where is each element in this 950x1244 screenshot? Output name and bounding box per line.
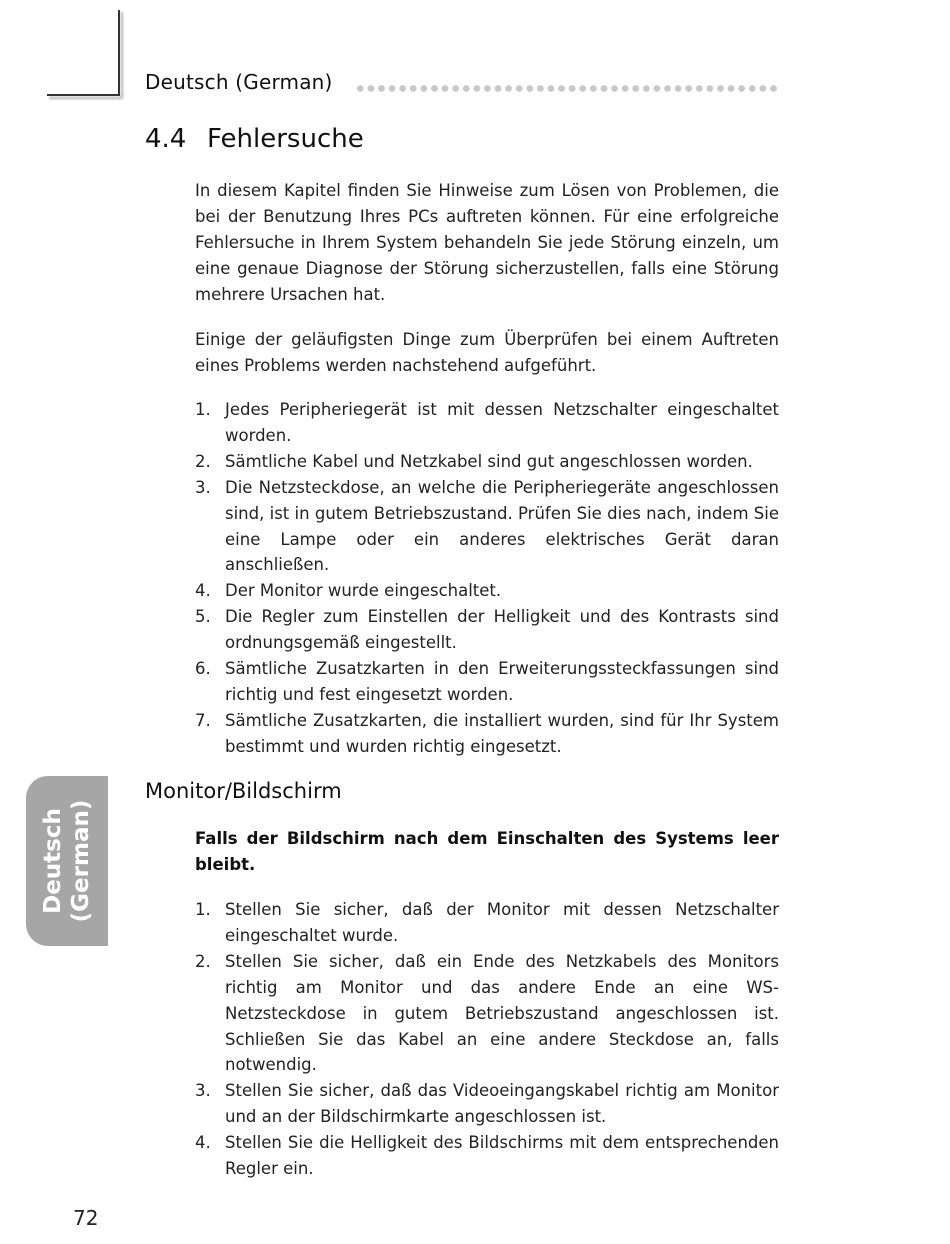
list-item-text: Stellen Sie sicher, daß der Monitor mit dessen Netzschalter eingeschaltet wurde. (225, 900, 779, 945)
monitor-steps (195, 897, 779, 1182)
list-item-text: Stellen Sie sicher, daß das Videoeingangskabel richtig am Monitor und an der Bildschirmkarte angeschlossen ist. (225, 1081, 779, 1127)
list-item-text: Die Netzsteckdose, an welche die Peripheriegeräte angeschlossen sind, ist in gutem Betriebszustand. Prüfen Sie dies nach, indem Sie eine Lampe oder ein anderes elektrisches Gerät daran anschließen. (225, 477, 779, 575)
running-header: Deutsch (German) (145, 70, 333, 94)
language-side-tab-label (39, 800, 95, 923)
list-item (195, 449, 779, 475)
list-item-text: Sämtliche Zusatzkarten, die installiert wurden, sind für Ihr System bestimmt und wurden richtig eingesetzt. (225, 710, 779, 756)
list-item-number: 1. (195, 400, 211, 419)
list-item-number: 2. (195, 951, 211, 971)
intro-paragraph-1: In diesem Kapitel finden Sie Hinweise zum Lösen von Problemen, die bei der Benutzung Ihres PCs auftreten können. Für eine erfolgreiche Fehlersuche in Ihrem System behandeln Sie jede Störung einzeln, um eine genaue Diagnose der Störung sicherzustellen, falls eine Störung mehrere Ursachen hat. (195, 181, 779, 304)
list-item-text: Der Monitor wurde eingeschaltet. (225, 581, 502, 601)
list-item-number: 4. (195, 581, 211, 601)
list-item-number: 2. (195, 451, 211, 471)
list-item-text: Die Regler zum Einstellen der Helligkeit und des Kontrasts sind ordnungsgemäß eingestellt. (225, 607, 779, 653)
header-dot-rule (355, 84, 780, 93)
crop-mark-vertical (118, 10, 120, 96)
list-item (195, 1078, 779, 1130)
list-item (195, 897, 779, 949)
list-item-number: 7. (195, 710, 211, 730)
side-tab-line-2: (German) (68, 799, 94, 923)
list-item (195, 397, 779, 449)
list-item-number: 5. (195, 607, 211, 627)
section-heading (145, 124, 364, 154)
list-item (195, 949, 779, 1079)
list-item (195, 475, 779, 579)
list-item-text: Sämtliche Kabel und Netzkabel sind gut angeschlossen worden. (225, 451, 753, 471)
list-item (195, 708, 779, 760)
list-item-text: Sämtliche Zusatzkarten in den Erweiterungssteckfassungen sind richtig und fest eingesetzt worden. (225, 659, 779, 704)
list-item-text: Stellen Sie die Helligkeit des Bildschirms mit dem entsprechenden Regler ein. (225, 1133, 779, 1179)
section-number: 4.4 (145, 124, 187, 154)
intro-paragraph-2: Einige der geläufigsten Dinge zum Überprüfen bei einem Auftreten eines Problems werden nachstehend aufgeführt. (195, 330, 779, 375)
side-tab-line-1: Deutsch (40, 808, 66, 914)
crop-mark-horizontal (47, 94, 120, 96)
list-item (195, 656, 779, 708)
list-item-number: 3. (195, 1081, 211, 1101)
list-item (195, 604, 779, 656)
page-number: 72 (73, 1206, 99, 1230)
list-item (195, 1130, 779, 1182)
section-title: Fehlersuche (207, 124, 364, 154)
list-item-text: Stellen Sie sicher, daß ein Ende des Netzkabels des Monitors richtig am Monitor und das andere Ende an eine WS-Netzsteckdose in gutem Betriebszustand angeschlossen ist. Schließen Sie das Kabel an eine andere Steckdose an, falls notwendig. (225, 951, 779, 1075)
subsection-heading: Monitor/Bildschirm (145, 779, 342, 803)
list-item-number: 3. (195, 477, 211, 497)
problem-statement: Falls der Bildschirm nach dem Einschalten des Systems leer bleibt. (195, 829, 779, 874)
list-item-text: Jedes Peripheriegerät ist mit dessen Netzschalter eingeschaltet worden. (225, 400, 779, 445)
list-item-number: 4. (195, 1133, 211, 1153)
list-item (195, 578, 779, 604)
list-item-number: 6. (195, 659, 211, 679)
list-item-number: 1. (195, 900, 211, 919)
checklist (195, 397, 779, 760)
